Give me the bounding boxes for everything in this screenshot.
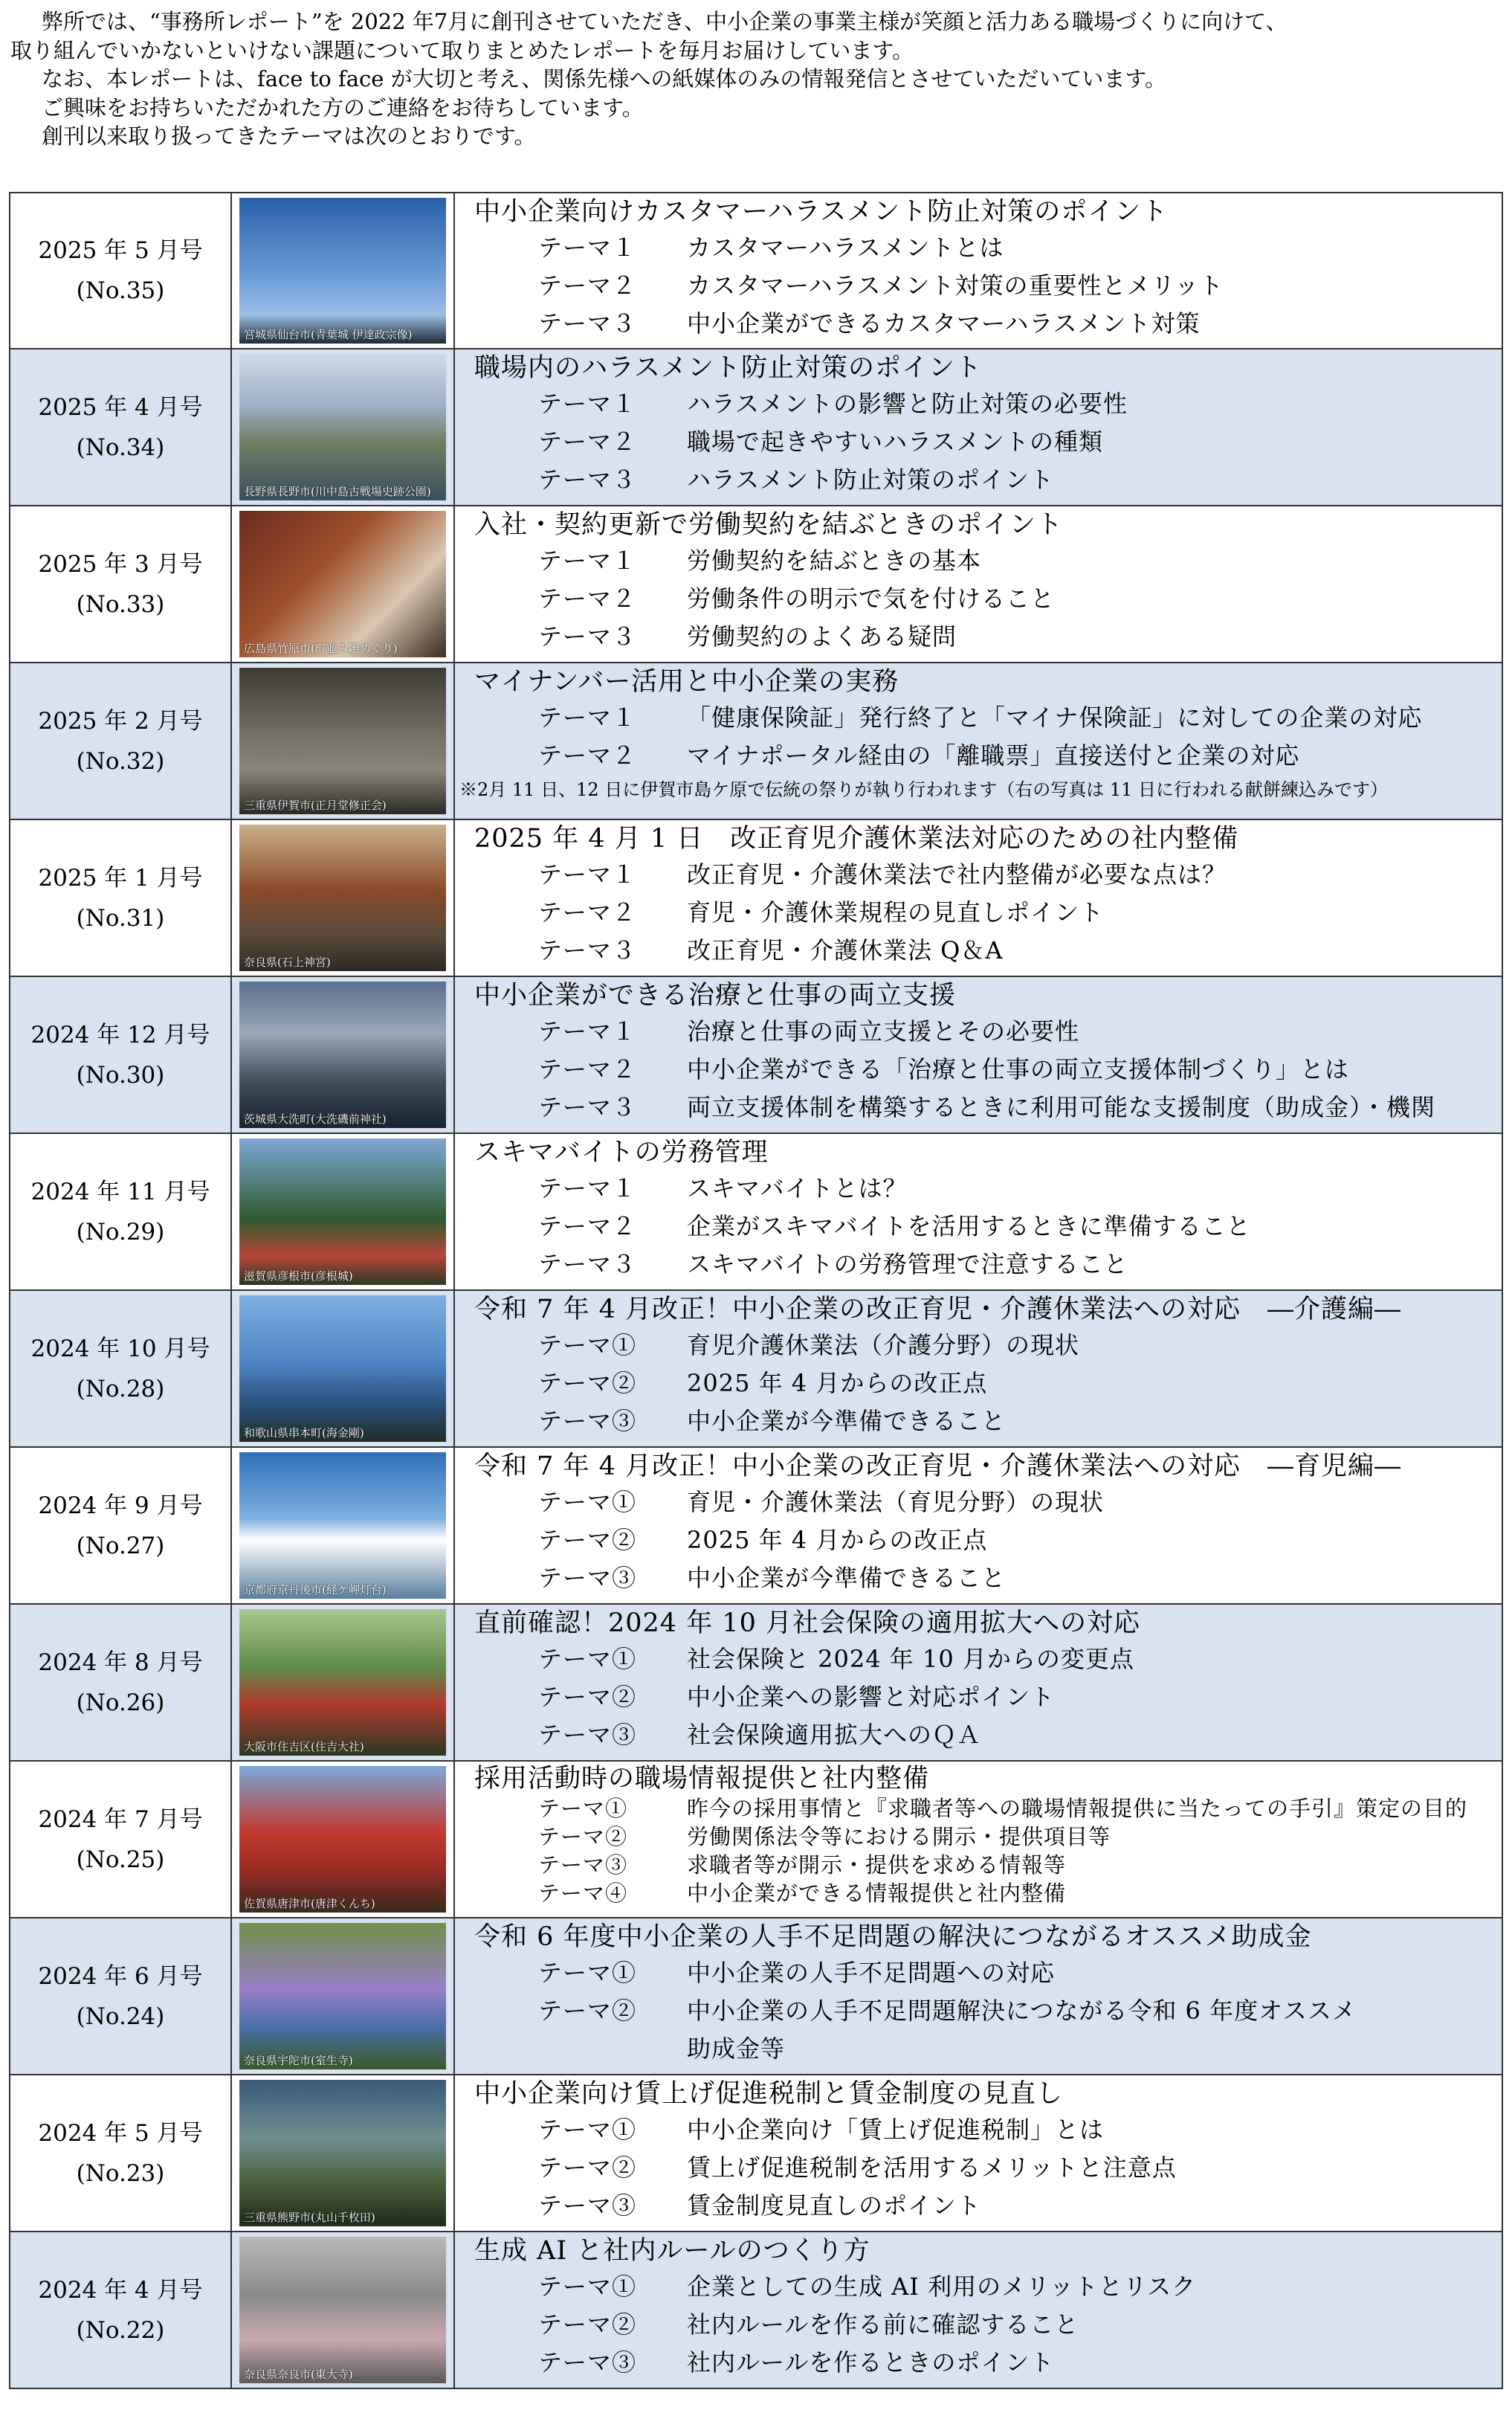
theme-continuation: 助成金等 [687,2034,786,2063]
theme-text: 企業としての生成 AI 利用のメリットとリスク [687,2272,1197,2301]
issue-number: (No.22) [76,2316,165,2344]
issue-date: 2024 年 11 月号 [30,1178,210,1205]
landscape-photo [239,1452,446,1599]
issue-content [455,1134,1502,1289]
issue-photo-cell [232,1605,455,1760]
issue-photo-cell [232,2232,455,2388]
issue-title: 中小企業ができる治療と仕事の両立支援 [474,981,957,1011]
issue-number: (No.34) [76,434,165,461]
issue-title: スキマバイトの労務管理 [474,1138,769,1167]
issue-title: 令和 7 年 4 月改正！中小企業の改正育児・介護休業法への対応 ―介護編― [474,1295,1402,1324]
theme-text: 改正育児・介護休業法で社内整備が必要な点は？ [687,860,1227,889]
intro-text [10,7,1505,151]
theme-label: テーマ③ [538,1852,628,1878]
issue-number: (No.27) [76,1532,165,1559]
theme-item [474,2268,1502,2306]
theme-item [474,1483,1502,1521]
theme-text: カスタマーハラスメントとは [687,233,1004,262]
issue-photo-cell [232,977,455,1132]
intro-line: なお、本レポートは、face to face が大切と考え、関係先様への紙媒体のみの情報発信とさせていただいています。 [42,66,1167,91]
theme-label: テーマ３ [538,1250,637,1278]
landscape-photo [239,354,446,500]
theme-item [474,1365,1502,1402]
theme-text: 中小企業ができる「治療と仕事の両立支援体制づくり」とは [687,1055,1350,1083]
theme-text: 社会保険適用拡大へのＱＡ [687,1721,982,1749]
theme-item [474,618,1502,656]
theme-text: 社内ルールを作るときのポイント [687,2348,1055,2377]
issue-row [10,1132,1502,1289]
theme-text: 企業がスキマバイトを活用するときに準備すること [687,1212,1251,1240]
photo-caption: 宮城県仙台市(青葉城 伊達政宗像) [244,328,413,341]
issue-content [455,1291,1502,1446]
theme-label: テーマ① [538,1796,628,1821]
theme-item [474,1402,1502,1440]
theme-label: テーマ② [538,1369,637,1397]
issue-row [10,819,1502,976]
issue-date-cell [10,1918,232,2074]
issue-row [10,1446,1502,1603]
issue-photo-cell [232,820,455,976]
theme-text: 治療と仕事の両立支援とその必要性 [687,1017,1080,1045]
issue-date: 2024 年 4 月号 [38,2276,203,2304]
issue-number: (No.31) [76,904,165,932]
theme-text: 賃金制度見直しのポイント [687,2191,982,2220]
issue-date-cell [10,1448,232,1603]
theme-text: 求職者等が開示・提供を求める情報等 [687,1852,1067,1878]
theme-item [474,2344,1502,2382]
theme-item [474,1327,1502,1365]
theme-item [474,2187,1502,2225]
theme-text: 中小企業が今準備できること [687,1564,1007,1592]
issue-number: (No.26) [76,1689,165,1716]
theme-label: テーマ③ [538,1407,637,1435]
landscape-photo [239,2080,446,2226]
issue-content [455,820,1502,976]
theme-text: 育児介護休業法（介護分野）の現状 [687,1331,1080,1359]
issue-number: (No.24) [76,2003,165,2030]
theme-item [474,1794,1502,1823]
issue-content [455,2232,1502,2388]
theme-text: 労働契約のよくある疑問 [687,622,957,651]
issue-content [455,2075,1502,2231]
issue-row [10,2074,1502,2231]
issue-title: 中小企業向け賃上げ促進税制と賃金制度の見直し [474,2079,1064,2109]
issue-title: 令和 6 年度中小企業の人手不足問題の解決につながるオススメ助成金 [474,1922,1312,1952]
photo-caption: 佐賀県唐津市(唐津くんち) [244,1897,375,1910]
theme-item [474,1879,1502,1907]
theme-item [474,1208,1502,1246]
intro-line: 弊所では、“事務所レポート”を 2022 年7月に創刊させていただき、中小企業の事業主様が笑顔と活力ある職場づくりに向けて、 [42,9,1288,34]
issue-date: 2025 年 5 月号 [38,237,203,264]
photo-caption: 和歌山県串本町(海金剛) [244,1426,364,1440]
theme-item [474,1678,1502,1716]
issue-date-cell [10,349,232,505]
photo-caption: 奈良県(石上神宮) [244,956,331,969]
issue-content [455,1448,1502,1603]
theme-label: テーマ１ [538,547,637,575]
theme-item [474,2306,1502,2344]
issue-number: (No.35) [76,277,165,304]
theme-label: テーマ② [538,1997,637,2025]
theme-text: 中小企業ができる情報提供と社内整備 [687,1881,1067,1906]
theme-item [474,1013,1502,1051]
issue-photo-cell [232,506,455,662]
theme-label: テーマ１ [538,390,637,418]
issue-date-cell [10,2232,232,2388]
issue-date: 2024 年 10 月号 [30,1335,210,1362]
theme-label: テーマ① [538,2116,637,2144]
theme-label: テーマ１ [538,1174,637,1202]
theme-label: テーマ３ [538,1093,637,1121]
issue-title: 職場内のハラスメント防止対策のポイント [474,353,982,383]
issue-content [455,1762,1502,1917]
issue-number: (No.33) [76,590,165,618]
issue-photo-cell [232,1918,455,2074]
issue-row [10,1917,1502,2074]
intro-line: 取り組んでいかないといけない課題について取りまとめたレポートを毎月お届けしています。 [10,37,914,63]
theme-item [474,894,1502,932]
theme-label: テーマ① [538,2272,637,2301]
intro-line: ご興味をお持ちいただかれた方のご連絡をお待ちしています。 [42,94,644,120]
theme-label: テーマ２ [538,1055,637,1083]
issue-title: 入社・契約更新で労働契約を結ぶときのポイント [474,510,1064,540]
theme-text: ハラスメント防止対策のポイント [687,465,1055,494]
theme-item [474,1992,1502,2030]
theme-item [474,856,1502,894]
issue-title: 中小企業向けカスタマーハラスメント防止対策のポイント [474,197,1169,227]
theme-text: 昨今の採用事情と『求職者等への職場情報提供に当たっての手引』策定の目的 [687,1796,1468,1821]
theme-text: 2025 年 4 月からの改正点 [687,1526,988,1554]
issue-content [455,1605,1502,1760]
issue-row [10,1289,1502,1446]
issue-row [10,1760,1502,1917]
theme-item [474,1851,1502,1879]
theme-label: テーマ③ [538,1721,637,1749]
theme-label: テーマ② [538,2310,637,2339]
photo-caption: 大阪市住吉区(住吉大社) [244,1740,364,1753]
theme-label: テーマ１ [538,233,637,262]
photo-caption: 茨城県大洗町(大洗磯前神社) [244,1112,387,1126]
theme-item [474,932,1502,970]
issue-date: 2024 年 7 月号 [38,1805,203,1833]
theme-text: 中小企業向け「賃上げ促進税制」とは [687,2116,1105,2144]
theme-text: 社会保険と 2024 年 10 月からの変更点 [687,1645,1134,1673]
issue-date-cell [10,977,232,1132]
theme-text: 中小企業の人手不足問題への対応 [687,1959,1056,1987]
theme-text: 職場で起きやすいハラスメントの種類 [687,428,1104,456]
issue-date: 2025 年 3 月号 [38,550,203,578]
theme-label: テーマ１ [538,860,637,889]
theme-label: テーマ１ [538,1017,637,1045]
theme-label: テーマ② [538,2153,637,2182]
theme-item [474,542,1502,580]
issue-date: 2025 年 2 月号 [38,707,203,735]
intro-line: 創刊以来取り扱ってきたテーマは次のとおりです。 [42,123,536,149]
theme-label: テーマ２ [538,1212,637,1240]
theme-text: カスタマーハラスメント対策の重要性とメリット [687,271,1224,300]
theme-text: 社内ルールを作る前に確認すること [687,2310,1079,2339]
theme-text: スキマバイトの労務管理で注意すること [687,1250,1128,1278]
theme-item [474,385,1502,423]
theme-item [474,461,1502,499]
theme-text: マイナポータル経由の「離職票」直接送付と企業の対応 [687,741,1300,770]
issue-title: マイナンバー活用と中小企業の実務 [474,667,899,697]
theme-item [474,1051,1502,1089]
photo-caption: 三重県熊野市(丸山千枚田) [244,2211,375,2224]
theme-item [474,1246,1502,1283]
landscape-photo [239,2237,446,2383]
theme-label: テーマ② [538,1824,628,1849]
photo-caption: 奈良県宇陀市(室生寺) [244,2054,353,2067]
issue-number: (No.29) [76,1218,165,1246]
theme-label: テーマ２ [538,271,637,300]
issue-date: 2024 年 9 月号 [38,1492,203,1519]
issue-title: 直前確認！2024 年 10 月社会保険の適用拡大への対応 [474,1608,1140,1638]
theme-item [474,1823,1502,1851]
issue-title: 2025 年 4 月 1 日 改正育児介護休業法対応のための社内整備 [474,824,1239,854]
landscape-photo [239,825,446,971]
issue-number: (No.25) [76,1846,165,1873]
theme-text: 「健康保険証」発行終了と「マイナ保険証」に対しての企業の対応 [687,703,1423,732]
issue-content [455,349,1502,505]
theme-item [474,1954,1502,1992]
theme-item [474,1640,1502,1678]
photo-caption: 広島県竹原市(町並み雛めぐり) [244,642,398,655]
theme-label: テーマ④ [538,1881,628,1906]
landscape-photo [239,1923,446,2069]
theme-label: テーマ② [538,1683,637,1711]
issue-date: 2025 年 4 月号 [38,393,203,421]
issue-photo-cell [232,349,455,505]
theme-label: テーマ① [538,1645,637,1673]
issue-date: 2024 年 5 月号 [38,2119,203,2147]
theme-text: 労働条件の明示で気を付けること [687,584,1056,613]
issue-title: 採用活動時の職場情報提供と社内整備 [474,1764,930,1794]
issue-note: ※2月 11 日、12 日に伊賀市島ケ原で伝統の祭りが執り行われます（右の写真は 11 日に行われる献餅練込みです） [459,779,1389,800]
theme-text: 2025 年 4 月からの改正点 [687,1369,988,1397]
photo-caption: 奈良県奈良市(東大寺) [244,2368,353,2381]
issue-date: 2025 年 1 月号 [38,864,203,892]
issue-title: 生成 AI と社内ルールのつくり方 [474,2236,870,2266]
issue-row [10,1603,1502,1760]
issue-date: 2024 年 8 月号 [38,1649,203,1676]
issue-photo-cell [232,2075,455,2231]
theme-item [474,580,1502,618]
issue-number: (No.28) [76,1375,165,1402]
theme-label: テーマ① [538,1331,637,1359]
issue-date: 2024 年 12 月号 [30,1021,210,1048]
theme-label: テーマ③ [538,2191,637,2220]
issue-photo-cell [232,1291,455,1446]
theme-text: 両立支援体制を構築するときに利用可能な支援制度（助成金）・機関 [687,1093,1436,1121]
photo-caption: 三重県伊賀市(正月堂修正会) [244,799,387,812]
landscape-photo [239,511,446,657]
theme-label: テーマ３ [538,622,637,651]
issue-number: (No.23) [76,2159,165,2187]
theme-label: テーマ③ [538,2348,637,2377]
photo-caption: 滋賀県彦根市(彦根城) [244,1269,353,1283]
issue-row [10,348,1502,505]
issue-date-cell [10,1605,232,1760]
landscape-photo [239,668,446,814]
issue-date: 2024 年 6 月号 [38,1962,203,1990]
issue-row [10,505,1502,662]
theme-text: 労働関係法令等における開示・提供項目等 [687,1824,1111,1849]
theme-label: テーマ２ [538,584,637,613]
theme-text: 中小企業の人手不足問題解決につながる令和 6 年度オススメ [687,1997,1357,2025]
theme-label: テーマ３ [538,465,637,494]
issue-photo-cell [232,1448,455,1603]
issue-date-cell [10,1134,232,1289]
issue-photo-cell [232,663,455,819]
theme-label: テーマ１ [538,703,637,732]
issue-date-cell [10,1291,232,1446]
theme-item [474,267,1502,305]
theme-item [474,1170,1502,1208]
landscape-photo [239,1295,446,1442]
issue-content [455,193,1502,348]
theme-item [474,305,1502,343]
theme-label: テーマ③ [538,1564,637,1592]
issue-date-cell [10,820,232,976]
issue-row [10,662,1502,819]
theme-text: 中小企業ができるカスタマーハラスメント対策 [687,309,1201,338]
theme-label: テーマ２ [538,741,637,770]
issue-date-cell [10,193,232,348]
theme-item [474,2149,1502,2187]
issue-content [455,977,1502,1132]
issue-row [10,193,1502,348]
issue-content [455,506,1502,662]
theme-item [474,1089,1502,1127]
issue-number: (No.32) [76,747,165,775]
theme-item [474,229,1502,267]
theme-label: テーマ２ [538,898,637,927]
theme-item [474,699,1502,737]
landscape-photo [239,1766,446,1913]
issue-date-cell [10,663,232,819]
theme-text: 改正育児・介護休業法 Q＆A [687,936,1004,964]
photo-caption: 京都府京丹後市(経ケ岬灯台) [244,1583,387,1597]
issue-date-cell [10,2075,232,2231]
theme-text: 育児・介護休業規程の見直しポイント [687,898,1105,927]
theme-item [474,737,1502,775]
landscape-photo [239,1138,446,1285]
theme-text: 労働契約を結ぶときの基本 [687,547,982,575]
issue-title: 令和 7 年 4 月改正！中小企業の改正育児・介護休業法への対応 ―育児編― [474,1452,1402,1481]
theme-text: 育児・介護休業法（育児分野）の現状 [687,1488,1105,1516]
photo-caption: 長野県長野市(川中島古戦場史跡公園) [244,485,431,498]
issue-row [10,976,1502,1132]
theme-item [474,1559,1502,1597]
issue-photo-cell [232,193,455,348]
issue-date-cell [10,506,232,662]
theme-text: ハラスメントの影響と防止対策の必要性 [687,390,1128,418]
issue-number: (No.30) [76,1061,165,1089]
theme-text: 中小企業への影響と対応ポイント [687,1683,1056,1711]
theme-item [474,1521,1502,1559]
issue-content [455,663,1502,819]
issue-table [9,192,1503,2389]
landscape-photo [239,198,446,344]
theme-text: スキマバイトとは？ [687,1174,908,1202]
issue-photo-cell [232,1134,455,1289]
theme-text: 中小企業が今準備できること [687,1407,1007,1435]
landscape-photo [239,982,446,1128]
theme-label: テーマ３ [538,309,637,338]
theme-label: テーマ２ [538,428,637,456]
issue-content [455,1918,1502,2074]
landscape-photo [239,1609,446,1756]
theme-label: テーマ① [538,1959,637,1987]
issue-photo-cell [232,1762,455,1917]
theme-item [474,423,1502,461]
theme-label: テーマ３ [538,936,637,964]
issue-row [10,2231,1502,2388]
theme-text: 賃上げ促進税制を活用するメリットと注意点 [687,2153,1177,2182]
theme-label: テーマ① [538,1488,637,1516]
issue-date-cell [10,1762,232,1917]
theme-label: テーマ② [538,1526,637,1554]
theme-item [474,2111,1502,2149]
theme-item [474,1716,1502,1754]
